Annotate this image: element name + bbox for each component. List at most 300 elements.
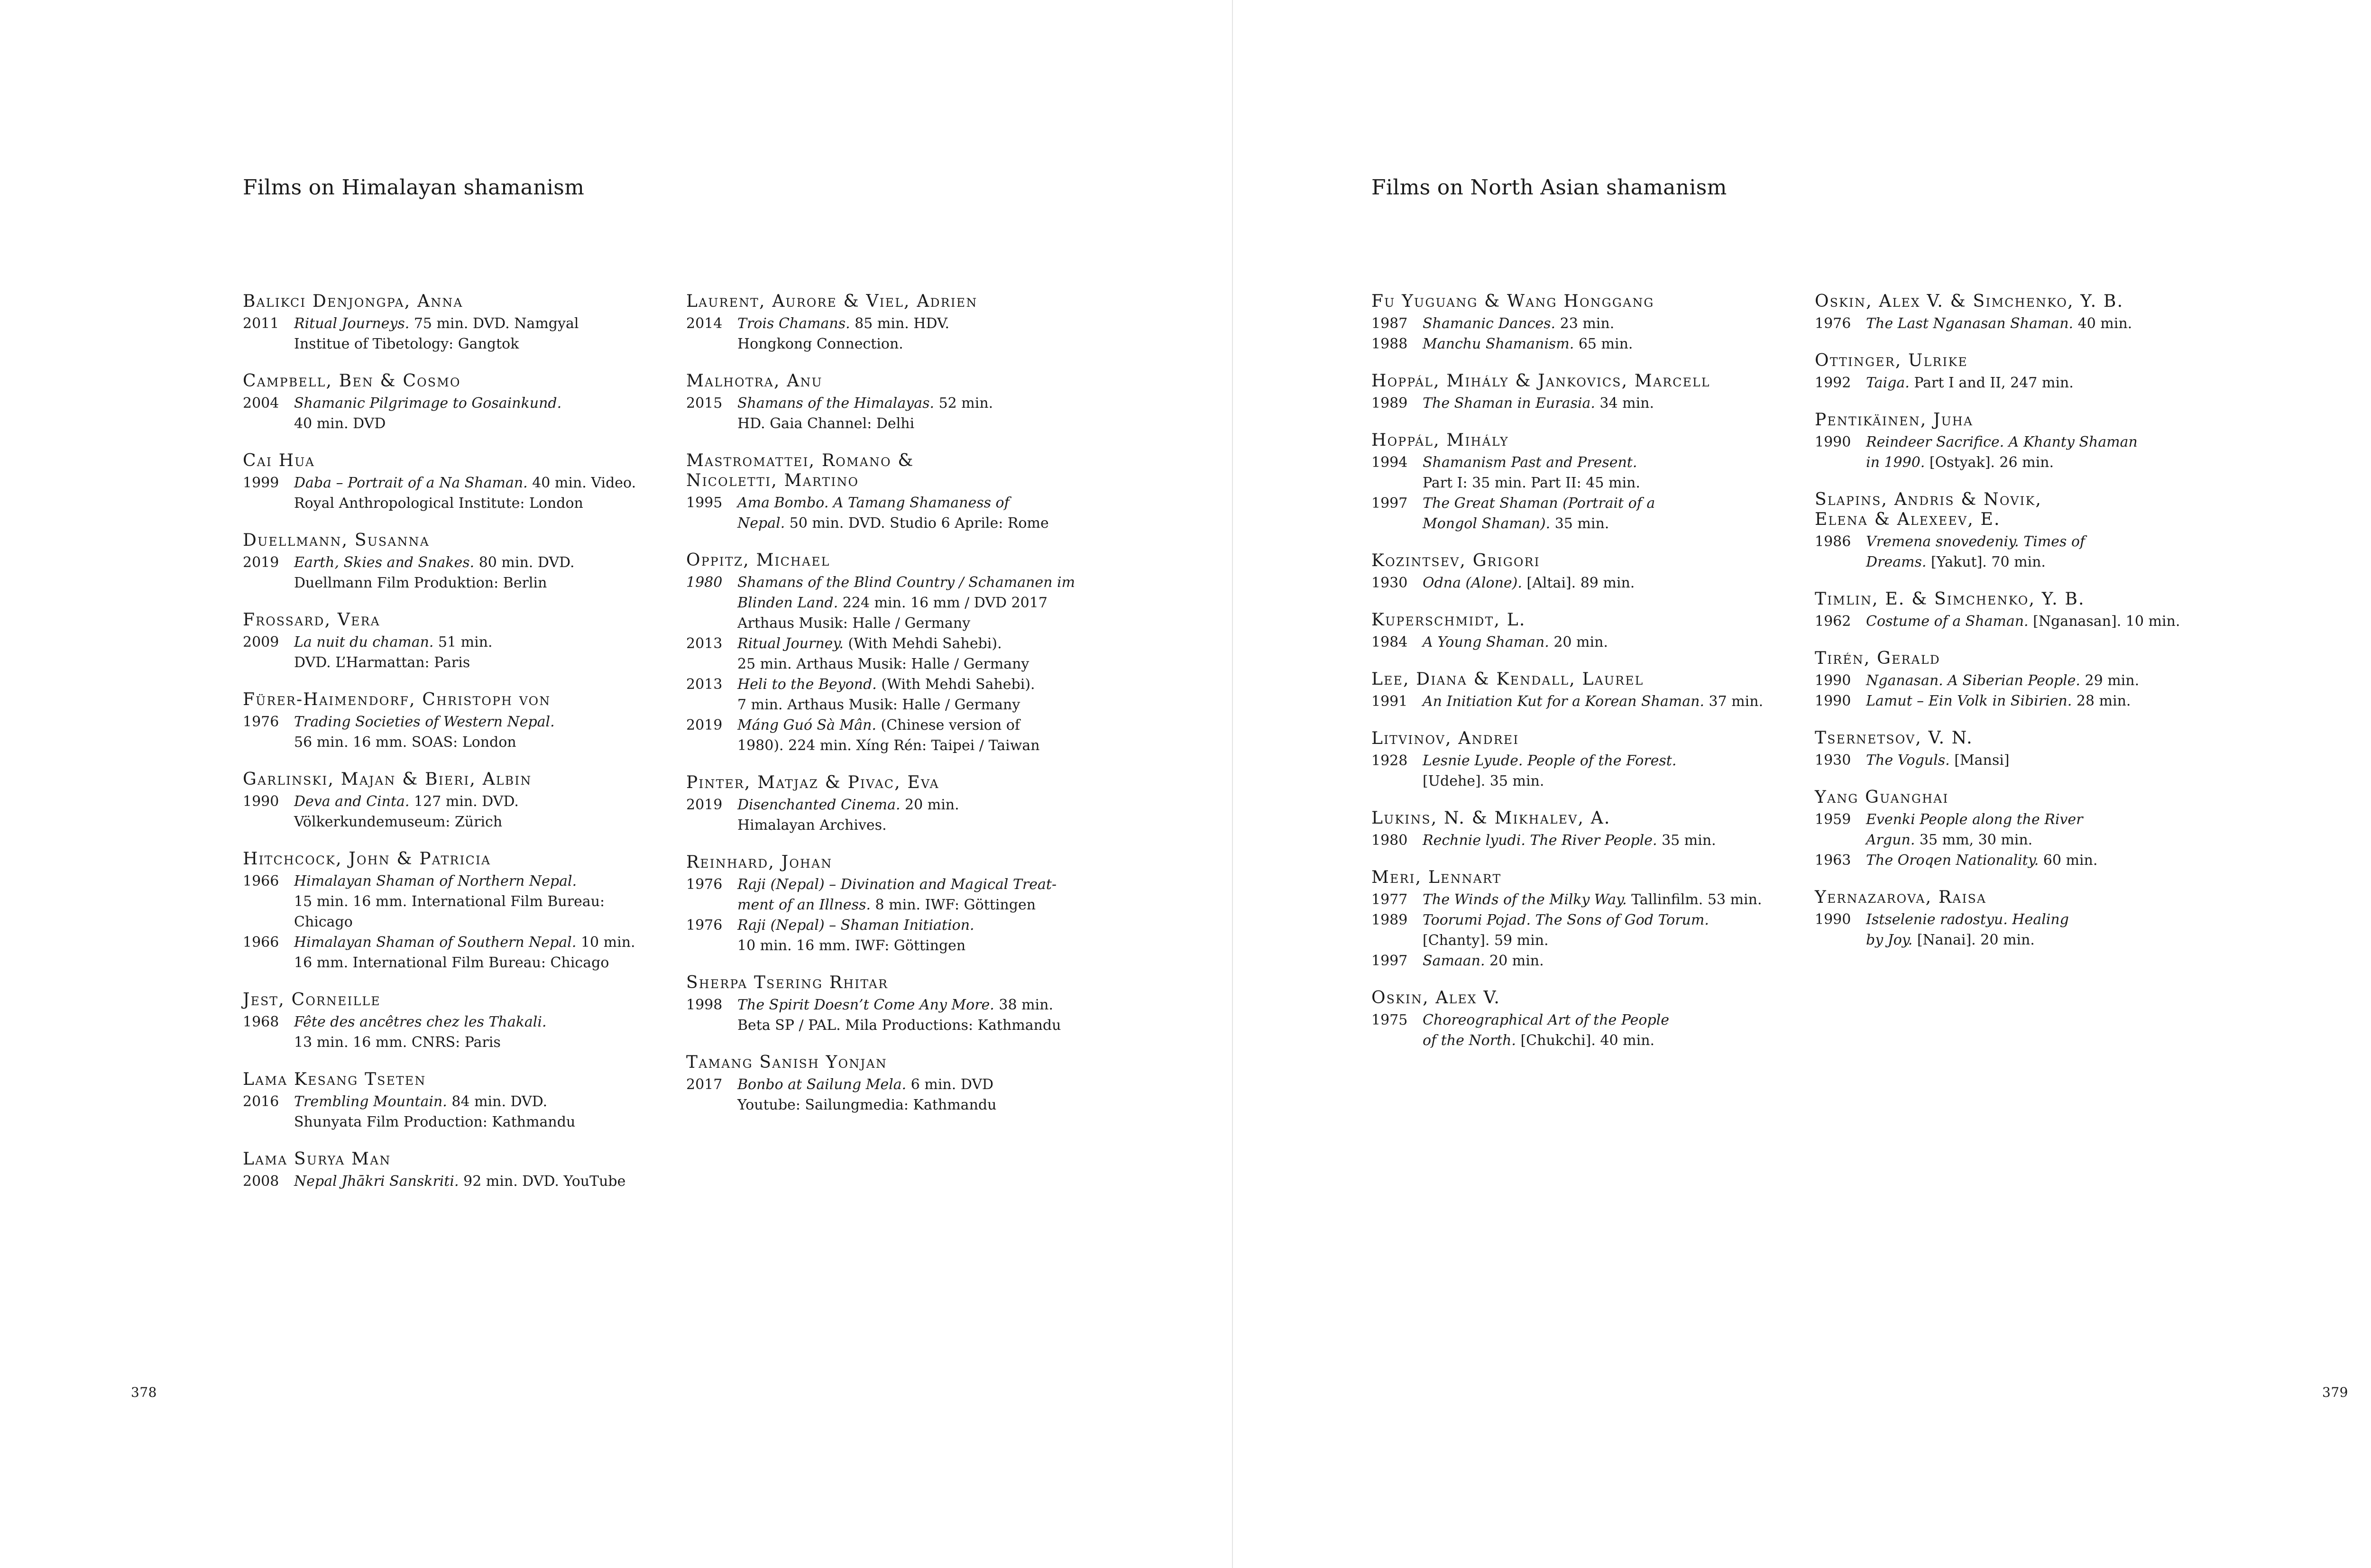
filmography-entry xyxy=(686,1053,1113,1115)
film-listing xyxy=(1371,751,1798,791)
filmography-entry xyxy=(1371,610,1798,652)
film-listing xyxy=(1371,334,1798,354)
author-name: Oskin, Alex V. xyxy=(1371,988,1500,1008)
film-listing xyxy=(686,674,1113,715)
film-details: 34 min. xyxy=(1595,395,1654,412)
film-line xyxy=(294,313,670,334)
film-listing xyxy=(243,313,670,354)
film-listing xyxy=(1815,373,2242,393)
author-name: Kuperschmidt, L. xyxy=(1371,610,1526,630)
film-details: [Udehe]. 35 min. xyxy=(1423,773,1544,789)
film-line xyxy=(737,915,1113,935)
film-line xyxy=(294,812,670,832)
film-details: 25 min. Arthaus Musik: Halle / Germany xyxy=(737,656,1029,672)
film-details: 20 min. xyxy=(1549,634,1608,651)
film-details: 84 min. DVD. xyxy=(447,1093,548,1110)
film-title: by Joy. xyxy=(1866,932,1913,948)
film-title: Evenki People along the River xyxy=(1866,811,2083,828)
film-description xyxy=(1866,611,2242,632)
film-listing xyxy=(1815,750,2242,770)
film-line xyxy=(737,513,1113,533)
author-name: Cai Hua xyxy=(243,451,315,470)
film-description xyxy=(1423,393,1798,413)
film-listing xyxy=(1371,313,1798,334)
film-description xyxy=(1866,750,2242,770)
film-line xyxy=(1866,670,2242,691)
film-details: Völkerkundemuseum: Zürich xyxy=(294,814,503,830)
film-description xyxy=(1423,830,1798,851)
film-line xyxy=(1423,632,1798,652)
film-listing xyxy=(1815,532,2242,572)
film-details: 10 min. 16 mm. IWF: Göttingen xyxy=(737,937,966,954)
film-line xyxy=(737,493,1113,513)
filmography-entry xyxy=(1371,292,1798,354)
filmography-entry xyxy=(1371,988,1798,1051)
film-line xyxy=(1423,951,1798,971)
film-details: Duellmann Film Produktion: Berlin xyxy=(294,575,547,591)
film-details: [Ostyak]. 26 min. xyxy=(1925,454,2054,471)
film-title: Bonbo at Sailung Mela. xyxy=(737,1076,907,1093)
film-line xyxy=(1423,493,1798,513)
film-year: 2013 xyxy=(686,635,723,652)
filmography-entry xyxy=(243,1070,670,1132)
film-listing xyxy=(243,632,670,673)
film-listing xyxy=(1815,909,2242,950)
film-title: Costume of a Shaman. xyxy=(1866,613,2029,630)
film-year: 1990 xyxy=(1815,693,1851,709)
film-title: Ritual Journey. xyxy=(737,635,844,652)
film-details: 16 mm. International Film Bureau: Chicago xyxy=(294,954,609,971)
film-line xyxy=(737,334,1113,354)
film-title: Vremena snovedeniy. Times of xyxy=(1866,533,2085,550)
film-title: Fête des ancêtres chez les Thakali. xyxy=(294,1014,547,1030)
film-listing xyxy=(1371,1010,1798,1051)
author-name: Hoppál, Mihály xyxy=(1371,431,1509,450)
filmography-entry xyxy=(243,610,670,673)
film-line xyxy=(1423,889,1798,910)
film-line xyxy=(737,695,1113,715)
film-year: 1989 xyxy=(1371,395,1408,412)
film-title: Máng Guó Sà Mân. xyxy=(737,717,876,734)
film-description xyxy=(294,552,670,593)
author-name: Garlinski, Majan & Bieri, Albin xyxy=(243,770,532,789)
film-year: 1987 xyxy=(1371,315,1408,332)
filmography-entry xyxy=(1371,551,1798,593)
filmography-entry xyxy=(686,550,1113,756)
film-description xyxy=(737,915,1113,956)
film-description xyxy=(737,995,1113,1036)
film-year: 1994 xyxy=(1371,454,1408,471)
film-details: Part I and II, 247 min. xyxy=(1909,375,2074,391)
left-column-2 xyxy=(686,292,1113,1132)
film-description xyxy=(1866,691,2242,711)
filmography-entry xyxy=(243,371,670,434)
filmography-entry xyxy=(1815,888,2242,950)
film-line xyxy=(294,334,670,354)
film-listing xyxy=(686,313,1113,354)
author-name: Malhotra, Anu xyxy=(686,371,823,391)
film-title: La nuit du chaman. xyxy=(294,634,434,651)
film-line xyxy=(737,995,1113,1015)
film-description xyxy=(1423,452,1798,493)
film-line xyxy=(1866,930,2242,950)
film-title: Shamanism Past and Present. xyxy=(1423,454,1637,471)
film-details: (With Mehdi Sahebi). xyxy=(843,635,1002,652)
filmography-entry xyxy=(243,990,670,1053)
film-title: Mongol Shaman). xyxy=(1423,515,1551,532)
film-details: 20 min. xyxy=(1485,953,1544,969)
film-year: 1997 xyxy=(1371,495,1408,512)
film-line xyxy=(1866,830,2242,850)
film-year: 1966 xyxy=(243,873,279,889)
film-line xyxy=(294,573,670,593)
film-details: [Altai]. 89 min. xyxy=(1522,575,1635,591)
film-details: 28 min. xyxy=(2072,693,2131,709)
film-listing xyxy=(1815,691,2242,711)
film-title: An Initiation Kut for a Korean Shaman. xyxy=(1423,693,1704,710)
filmography-entry xyxy=(1371,431,1798,534)
film-line xyxy=(294,1091,670,1112)
film-listing xyxy=(1371,493,1798,534)
film-details: Hongkong Connection. xyxy=(737,336,903,352)
film-title: Disenchanted Cinema. xyxy=(737,797,901,813)
film-year: 1988 xyxy=(1371,336,1408,352)
author-name: Hitchcock, John & Patricia xyxy=(243,849,491,869)
film-listing xyxy=(1815,313,2242,334)
film-line xyxy=(1423,751,1798,771)
film-details: 6 min. DVD xyxy=(906,1076,994,1093)
film-description xyxy=(737,493,1113,533)
film-line xyxy=(1423,393,1798,413)
film-title: Toorumi Pojad. The Sons of God Torum. xyxy=(1423,912,1709,928)
film-year: 1999 xyxy=(243,475,279,491)
film-year: 2011 xyxy=(243,315,279,332)
film-line xyxy=(294,932,670,953)
film-year: 1928 xyxy=(1371,752,1408,769)
film-title: Trading Societies of Western Nepal. xyxy=(294,714,555,730)
author-name: Yang Guanghai xyxy=(1815,788,1949,807)
film-details: [Chukchi]. 40 min. xyxy=(1516,1032,1655,1049)
author-name: Pinter, Matjaz & Pivac, Eva xyxy=(686,773,939,792)
author-name: Tirén, Gerald xyxy=(1815,649,1940,668)
film-year: 1990 xyxy=(1815,911,1851,928)
film-title: Deva and Cinta. xyxy=(294,793,410,810)
film-description xyxy=(737,633,1113,674)
film-year: 2009 xyxy=(243,634,279,651)
filmography-entry xyxy=(1815,410,2242,473)
film-year: 2017 xyxy=(686,1076,723,1093)
film-description xyxy=(1423,691,1798,712)
film-title: Raji (Nepal) – Shaman Initiation. xyxy=(737,917,974,934)
film-details: [Mansi] xyxy=(1949,752,2010,769)
film-line xyxy=(737,874,1113,895)
film-title: Himalayan Shaman of Northern Nepal. xyxy=(294,873,577,889)
film-year: 2008 xyxy=(243,1173,279,1190)
filmography-entry xyxy=(243,292,670,354)
film-title: The Voguls. xyxy=(1866,752,1950,769)
film-title: The Shaman in Eurasia. xyxy=(1423,395,1595,412)
left-column-1 xyxy=(243,292,670,1209)
film-line xyxy=(294,791,670,812)
filmography-entry xyxy=(243,849,670,973)
film-year: 1991 xyxy=(1371,693,1408,710)
author-name: Oppitz, Michael xyxy=(686,550,830,570)
film-title: Argun. xyxy=(1866,832,1915,848)
film-line xyxy=(737,1015,1113,1036)
film-line xyxy=(294,413,670,434)
film-description xyxy=(294,1012,670,1053)
film-details: Royal Anthropological Institute: London xyxy=(294,495,583,512)
film-year: 1990 xyxy=(1815,434,1851,450)
film-line xyxy=(737,795,1113,815)
film-year: 1976 xyxy=(686,917,723,934)
film-year: 2014 xyxy=(686,315,723,332)
right-page-title: Films on North Asian shamanism xyxy=(1371,175,1727,200)
film-description xyxy=(737,795,1113,835)
film-details: (Chinese version of xyxy=(876,717,1020,734)
film-title: Taiga. xyxy=(1866,375,1910,391)
author-name: Fu Yuguang & Wang Honggang xyxy=(1371,292,1654,311)
film-details: Shunyata Film Production: Kathmandu xyxy=(294,1114,576,1130)
film-line xyxy=(737,715,1113,735)
filmography-entry xyxy=(1371,729,1798,791)
film-listing xyxy=(1815,850,2242,871)
film-listing xyxy=(1371,452,1798,493)
film-year: 1976 xyxy=(686,876,723,893)
filmography-entry xyxy=(1815,292,2242,334)
film-line xyxy=(1866,809,2242,830)
film-description xyxy=(1423,1010,1798,1051)
film-title: The Spirit Doesn’t Come Any More. xyxy=(737,997,994,1013)
film-listing xyxy=(686,995,1113,1036)
film-year: 1976 xyxy=(1815,315,1851,332)
film-details: 40 min. DVD xyxy=(294,415,386,432)
film-description xyxy=(737,313,1113,354)
film-listing xyxy=(1371,910,1798,951)
film-description xyxy=(1866,373,2242,393)
author-name: Frossard, Vera xyxy=(243,610,380,630)
author-name: Lama Surya Man xyxy=(243,1149,391,1169)
film-line xyxy=(737,654,1113,674)
filmography-entry xyxy=(1815,788,2242,871)
film-details: Chicago xyxy=(294,914,353,930)
film-line xyxy=(1423,334,1798,354)
film-description xyxy=(1866,809,2242,850)
film-listing xyxy=(243,932,670,973)
film-details: 29 min. xyxy=(2080,672,2140,689)
film-title: Daba – Portrait of a Na Shaman. xyxy=(294,475,528,491)
film-listing xyxy=(686,493,1113,533)
film-details: (With Mehdi Sahebi). xyxy=(876,676,1035,693)
film-description xyxy=(294,313,670,354)
filmography-entry xyxy=(1815,649,2242,711)
film-year: 2016 xyxy=(243,1093,279,1110)
film-title: Nganasan. A Siberian People. xyxy=(1866,672,2080,689)
film-title: The Oroqen Nationality. xyxy=(1866,852,2039,869)
film-title: The Last Nganasan Shaman. xyxy=(1866,315,2074,332)
author-name: Lukins, N. & Mikhalev, A. xyxy=(1371,808,1611,828)
film-listing xyxy=(1815,432,2242,473)
film-details: 60 min. xyxy=(2039,852,2098,869)
film-line xyxy=(1866,750,2242,770)
film-line xyxy=(1423,1030,1798,1051)
film-description xyxy=(1423,751,1798,791)
film-line xyxy=(737,572,1113,593)
film-details: 75 min. DVD. Namgyal xyxy=(409,315,579,332)
film-title: Heli to the Beyond. xyxy=(737,676,877,693)
film-details: 35 min. xyxy=(1657,832,1716,849)
film-title: Dreams. xyxy=(1866,554,1927,570)
author-name: Meri, Lennart xyxy=(1371,868,1502,887)
film-listing xyxy=(243,871,670,932)
film-line xyxy=(1866,373,2242,393)
film-listing xyxy=(1371,573,1798,593)
film-year: 1962 xyxy=(1815,613,1851,630)
filmography-entry xyxy=(1815,490,2242,572)
film-title: The Winds of the Milky Way. xyxy=(1423,891,1627,908)
filmography-entry xyxy=(686,973,1113,1036)
film-description xyxy=(294,1171,670,1192)
film-year: 1959 xyxy=(1815,811,1851,828)
right-column-2 xyxy=(1815,292,2242,967)
film-title: Trembling Mountain. xyxy=(294,1093,447,1110)
film-line xyxy=(294,652,670,673)
film-description xyxy=(1423,493,1798,534)
film-line xyxy=(1423,691,1798,712)
film-description xyxy=(737,674,1113,715)
filmography-entry xyxy=(1371,868,1798,971)
film-title: Shamans of the Himalayas. xyxy=(737,395,935,412)
film-year: 1989 xyxy=(1371,912,1408,928)
film-listing xyxy=(243,393,670,434)
film-title: Shamans of the Blind Country / Schamanen im xyxy=(737,574,1075,591)
film-line xyxy=(737,633,1113,654)
film-title: Istselenie radostyu. Healing xyxy=(1866,911,2069,928)
film-details: [Chanty]. 59 min. xyxy=(1423,932,1549,949)
filmography-entry xyxy=(686,451,1113,533)
film-line xyxy=(737,674,1113,695)
author-name: Mastromattei, Romano & Nicoletti, Martino xyxy=(686,451,914,490)
film-line xyxy=(1423,930,1798,951)
film-title: Choreographical Art of the People xyxy=(1423,1012,1670,1028)
film-description xyxy=(737,1074,1113,1115)
film-listing xyxy=(686,1074,1113,1115)
film-title: ment of an Illness. xyxy=(737,897,871,913)
film-line xyxy=(294,912,670,932)
film-line xyxy=(294,891,670,912)
film-details: DVD. L’Harmattan: Paris xyxy=(294,654,470,671)
film-year: 1997 xyxy=(1371,953,1408,969)
film-title: Manchu Shamanism. xyxy=(1423,336,1574,352)
film-description xyxy=(294,473,670,513)
film-details: 80 min. DVD. xyxy=(474,554,575,571)
film-listing xyxy=(243,1012,670,1053)
author-name: Lama Kesang Tseten xyxy=(243,1070,426,1089)
film-line xyxy=(737,815,1113,835)
film-line xyxy=(1423,513,1798,534)
film-details: 1980). 224 min. Xíng Rén: Taipei / Taiwan xyxy=(737,737,1040,754)
film-listing xyxy=(1371,951,1798,971)
filmography-entry xyxy=(1815,351,2242,393)
film-listing xyxy=(243,1171,670,1192)
right-page xyxy=(1233,0,2371,1568)
film-description xyxy=(1423,573,1798,593)
film-line xyxy=(737,613,1113,633)
author-name: Fürer-Haimendorf, Christoph von xyxy=(243,690,551,709)
film-details: 50 min. DVD. Studio 6 Aprile: Rome xyxy=(785,515,1049,532)
film-year: 1975 xyxy=(1371,1012,1408,1028)
film-year: 1930 xyxy=(1371,575,1408,591)
film-line xyxy=(1866,552,2242,572)
film-details: 35 mm, 30 min. xyxy=(1915,832,2033,848)
film-line xyxy=(1423,910,1798,930)
film-line xyxy=(1423,313,1798,334)
film-line xyxy=(1423,473,1798,493)
film-line xyxy=(294,1112,670,1132)
film-description xyxy=(294,791,670,832)
film-details: 35 min. xyxy=(1550,515,1609,532)
film-details: 10 min. xyxy=(576,934,635,951)
left-page-title: Films on Himalayan shamanism xyxy=(243,175,585,200)
film-listing xyxy=(686,633,1113,674)
film-description xyxy=(1423,632,1798,652)
author-name: Litvinov, Andrei xyxy=(1371,729,1519,748)
film-line xyxy=(294,1032,670,1053)
author-name: Slapins, Andris & Novik, Elena & Alexeev, E. xyxy=(1815,490,2042,529)
filmography-entry xyxy=(243,451,670,513)
film-title: Ritual Journeys. xyxy=(294,315,410,332)
film-listing xyxy=(686,915,1113,956)
film-details: 38 min. xyxy=(994,997,1054,1013)
film-line xyxy=(294,473,670,493)
film-title: Lamut – Ein Volk in Sibirien. xyxy=(1866,693,2072,709)
film-details: 8 min. IWF: Göttingen xyxy=(871,897,1036,913)
film-year: 1984 xyxy=(1371,634,1408,651)
film-listing xyxy=(1815,611,2242,632)
film-details: Beta SP / PAL. Mila Productions: Kathmandu xyxy=(737,1017,1061,1034)
film-details: Tallinfilm. 53 min. xyxy=(1627,891,1762,908)
film-details: 51 min. xyxy=(433,634,493,651)
film-description xyxy=(1423,951,1798,971)
film-description xyxy=(294,712,670,752)
film-details: Arthaus Musik: Halle / Germany xyxy=(737,615,971,632)
film-year: 2015 xyxy=(686,395,723,412)
filmography-entry xyxy=(243,770,670,832)
film-details: [Nanai]. 20 min. xyxy=(1912,932,2035,948)
film-details: Himalayan Archives. xyxy=(737,817,887,834)
author-name: Reinhard, Johan xyxy=(686,853,833,872)
film-year: 1930 xyxy=(1815,752,1851,769)
film-line xyxy=(294,632,670,652)
film-description xyxy=(1423,910,1798,951)
author-name: Ottinger, Ulrike xyxy=(1815,351,1968,370)
film-line xyxy=(737,735,1113,756)
film-title: in 1990. xyxy=(1866,454,1925,471)
film-listing xyxy=(686,715,1113,756)
film-title: of the North. xyxy=(1423,1032,1516,1049)
film-year: 2013 xyxy=(686,676,723,693)
film-year: 2004 xyxy=(243,395,279,412)
author-name: Tamang Sanish Yonjan xyxy=(686,1053,887,1072)
film-line xyxy=(737,393,1113,413)
film-title: Odna (Alone). xyxy=(1423,575,1522,591)
film-details: 56 min. 16 mm. SOAS: London xyxy=(294,734,516,751)
film-line xyxy=(294,732,670,752)
film-line xyxy=(737,413,1113,434)
film-line xyxy=(294,552,670,573)
film-line xyxy=(1866,532,2242,552)
film-line xyxy=(737,895,1113,915)
